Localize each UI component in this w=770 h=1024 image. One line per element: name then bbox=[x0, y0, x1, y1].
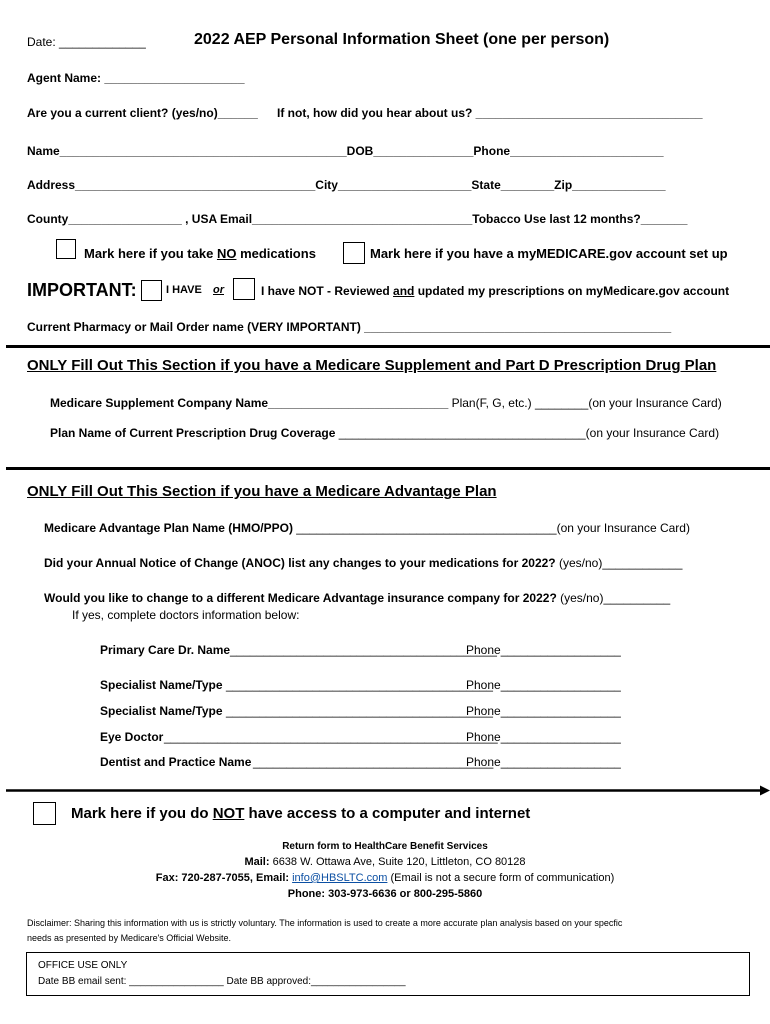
date-field[interactable]: Date: _____________ bbox=[27, 35, 146, 49]
no-medications-checkbox[interactable] bbox=[56, 239, 76, 259]
email-note: (Email is not a secure form of communication) bbox=[387, 872, 615, 884]
referral-source-field[interactable]: If not, how did you hear about us? __________________________________ bbox=[277, 106, 703, 120]
fax-label: Fax: 720-287-7055, Email: bbox=[155, 872, 290, 884]
doctor-name-field[interactable]: Dentist and Practice Name bbox=[100, 755, 252, 769]
not-emphasis: NOT bbox=[212, 805, 245, 822]
no-medications-suffix: medications bbox=[236, 246, 316, 261]
drug-plan-field[interactable] bbox=[50, 427, 719, 439]
supplement-heading-only: ONLY bbox=[27, 357, 68, 374]
disclaimer-line-1: Disclaimer: Sharing this information with us is strictly voluntary. The information is used to create a more accurate plan analysis based on your specfic bbox=[27, 918, 623, 928]
supplement-company-label: Medicare Supplement Company Name___________________________ bbox=[50, 396, 449, 410]
doctor-phone-field[interactable]: Phone__________________ bbox=[466, 755, 621, 769]
doctor-name-blank[interactable]: ________________________________________ bbox=[230, 643, 497, 657]
no-computer-suffix: have access to a computer and internet bbox=[244, 805, 531, 822]
doctor-name-blank[interactable]: __________________________________________________ bbox=[164, 730, 498, 744]
doctor-name-field[interactable]: Eye Doctor bbox=[100, 730, 164, 744]
or-label: or bbox=[213, 284, 224, 296]
doctor-name-blank[interactable]: ____________________________________ bbox=[253, 755, 494, 769]
doctor-name-blank[interactable]: ________________________________________ bbox=[226, 678, 493, 692]
doctor-name-field[interactable]: Specialist Name/Type bbox=[100, 704, 223, 718]
pharmacy-field[interactable]: Current Pharmacy or Mail Order name (VERY IMPORTANT) ______________________________________________ bbox=[27, 320, 672, 334]
supplement-heading-text: Fill Out This Section if you have a Medicare Supplement and Part D Prescription Drug Plan bbox=[67, 357, 717, 374]
drug-plan-blank: _____________________________________(on your Insurance Card) bbox=[335, 426, 720, 440]
advantage-heading-only: ONLY bbox=[27, 483, 68, 500]
doctor-name-field[interactable]: Specialist Name/Type bbox=[100, 678, 223, 692]
section-divider bbox=[6, 345, 770, 348]
mail-value: 6638 W. Ottawa Ave, Suite 120, Littleton, CO 80128 bbox=[269, 856, 526, 868]
reviewed-label bbox=[261, 285, 729, 297]
mymedicare-checkbox[interactable] bbox=[343, 242, 365, 264]
email-link[interactable]: info@HBSLTC.com bbox=[292, 872, 388, 884]
fax-email-line bbox=[0, 873, 770, 884]
i-have-not-checkbox[interactable] bbox=[233, 278, 255, 300]
advantage-plan-blank: _______________________________________(on your Insurance Card) bbox=[292, 521, 690, 535]
doctor-name-field[interactable]: Primary Care Dr. Name bbox=[100, 643, 231, 657]
advantage-heading bbox=[27, 484, 497, 499]
doctor-phone-field[interactable]: Phone__________________ bbox=[466, 678, 621, 692]
advantage-heading-text: Fill Out This Section if you have a Medicare Advantage Plan bbox=[67, 483, 497, 500]
anoc-answer: (yes/no)____________ bbox=[555, 556, 683, 570]
no-computer-checkbox[interactable] bbox=[33, 802, 56, 825]
advantage-plan-label: Medicare Advantage Plan Name (HMO/PPO) bbox=[44, 521, 293, 535]
doctor-name-blank[interactable]: ________________________________________ bbox=[226, 704, 493, 718]
doctor-phone-field[interactable]: Phone__________________ bbox=[466, 643, 621, 657]
no-medications-label bbox=[84, 247, 316, 260]
section-divider bbox=[6, 467, 770, 470]
change-insurance-answer: (yes/no)__________ bbox=[556, 591, 671, 605]
i-have-not-text: I have NOT - Reviewed bbox=[261, 284, 394, 298]
page-title: 2022 AEP Personal Information Sheet (one per person) bbox=[194, 31, 610, 48]
anoc-question-field[interactable] bbox=[44, 557, 682, 569]
i-have-checkbox[interactable] bbox=[141, 280, 162, 301]
name-dob-phone-line[interactable]: Name___________________________________________DOB_______________Phone_______________________ bbox=[27, 144, 664, 158]
mail-label: Mail: bbox=[244, 856, 270, 868]
change-insurance-field[interactable] bbox=[44, 592, 670, 604]
i-have-label: I HAVE bbox=[166, 284, 202, 296]
address-line[interactable]: Address____________________________________City____________________State________Zip______________ bbox=[27, 178, 666, 192]
no-computer-prefix: Mark here if you do bbox=[71, 805, 213, 822]
reviewed-suffix: updated my prescriptions on myMedicare.gov account bbox=[414, 284, 730, 298]
no-medications-prefix: Mark here if you take bbox=[84, 246, 217, 261]
current-client-field[interactable]: Are you a current client? (yes/no)______ bbox=[27, 106, 258, 120]
office-use-dates[interactable]: Date BB email sent: _________________ Date BB approved:_________________ bbox=[38, 976, 406, 987]
change-insurance-question: Would you like to change to a different Medicare Advantage insurance company for 2022? bbox=[44, 591, 557, 605]
if-yes-note: If yes, complete doctors information below: bbox=[72, 608, 300, 622]
no-computer-label bbox=[71, 806, 530, 821]
doctor-phone-field[interactable]: Phone__________________ bbox=[466, 730, 621, 744]
important-label: IMPORTANT: bbox=[27, 280, 137, 300]
doctor-phone-field[interactable]: Phone__________________ bbox=[466, 704, 621, 718]
mymedicare-label: Mark here if you have a myMEDICARE.gov account set up bbox=[370, 246, 728, 261]
anoc-question: Did your Annual Notice of Change (ANOC) list any changes to your medications for 2022? bbox=[44, 556, 556, 570]
supplement-company-field[interactable] bbox=[50, 397, 722, 409]
return-form-line: Return form to HealthCare Benefit Services bbox=[282, 841, 488, 852]
supplement-plan-type: Plan(F, G, etc.) ________(on your Insurance Card) bbox=[448, 396, 722, 410]
supplement-heading bbox=[27, 358, 716, 373]
county-email-tobacco-line[interactable]: County_________________ , USA Email_________________________________Tobacco Use last 12 months?_______ bbox=[27, 212, 688, 226]
arrow-divider bbox=[0, 784, 770, 798]
mail-address bbox=[0, 857, 770, 868]
and-word: and bbox=[393, 284, 415, 298]
disclaimer-line-2: needs as presented by Medicare's Official Website. bbox=[27, 933, 231, 943]
advantage-plan-field[interactable] bbox=[44, 522, 690, 534]
agent-name-field[interactable]: Agent Name: _____________________ bbox=[27, 71, 245, 85]
drug-plan-label: Plan Name of Current Prescription Drug Coverage bbox=[50, 426, 336, 440]
no-emphasis: NO bbox=[216, 246, 237, 261]
office-use-box bbox=[26, 952, 750, 996]
office-use-title: OFFICE USE ONLY bbox=[38, 960, 128, 971]
phone-line: Phone: 303-973-6636 or 800-295-5860 bbox=[287, 888, 483, 900]
